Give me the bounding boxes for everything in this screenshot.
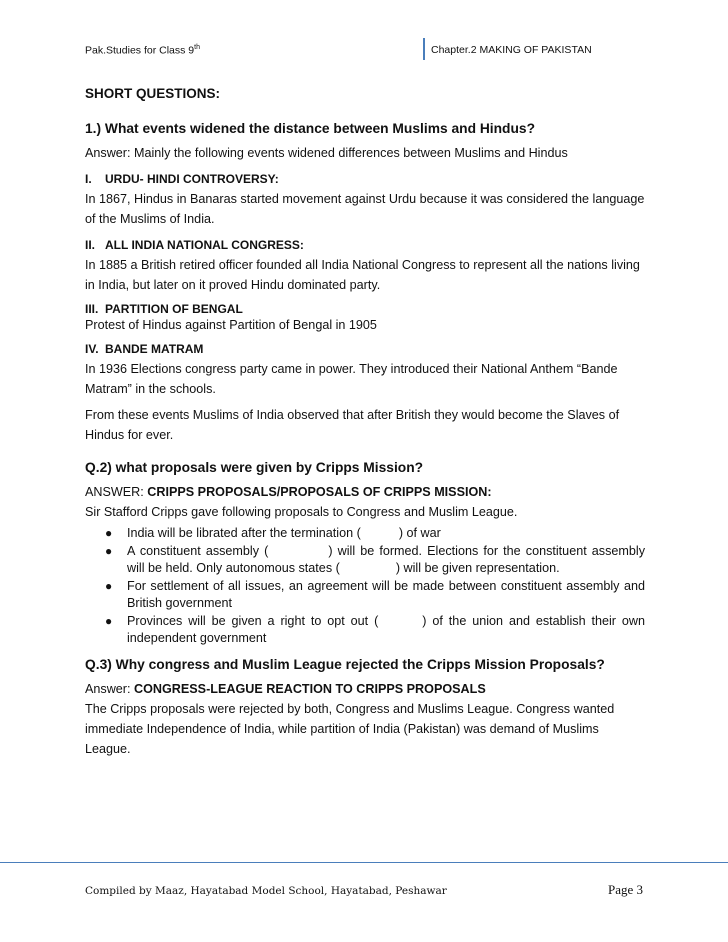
footer-divider: [0, 862, 728, 863]
bullet-icon: ●: [105, 613, 113, 628]
event-heading-1: I. URDU- HINDI CONTROVERSY:: [85, 172, 279, 186]
event-text-4: In 1936 Elections congress party came in power. They introduced their National Anthem “Bande Matram” in the schools.: [85, 362, 618, 396]
page-number: Page 3: [607, 882, 643, 897]
list-item: ● A constituent assembly ( ) will be formed. Elections for the constituent assembly will be held. Only autonomous states ( ) will be given representation.: [105, 543, 645, 575]
answer-2-intro: Sir Stafford Cripps gave following proposals to Congress and Muslim League.: [85, 505, 518, 519]
question-3: Q.3) Why congress and Muslim League rejected the Cripps Mission Proposals?: [85, 656, 605, 672]
header-course: Pak.Studies for Class 9th: [85, 44, 200, 57]
list-item: ● India will be librated after the termination ( ) of war: [85, 525, 645, 543]
answer-1-conclusion: From these events Muslims of India observed that after British they would become the Slaves of Hindus for ever.: [85, 408, 620, 442]
event-heading-4: IV. BANDE MATRAM: [85, 342, 204, 356]
answer-3-heading: Answer: CONGRESS-LEAGUE REACTION TO CRIPPS PROPOSALS: [85, 681, 486, 696]
bullet-icon: ●: [105, 578, 113, 593]
question-2: Q.2) what proposals were given by Cripps Mission?: [85, 460, 424, 475]
footer-credit: Compiled by Maaz, Hayatabad Model School, Hayatabad, Peshawar: [85, 885, 447, 897]
event-text-2: In 1885 a British retired officer founded all India National Congress to represent all the nations living in India, but later on it proved Hindu dominated party.: [85, 258, 640, 292]
answer-2-heading: ANSWER: CRIPPS PROPOSALS/PROPOSALS OF CRIPPS MISSION:: [85, 485, 492, 499]
answer-1-intro: Answer: Mainly the following events widened differences between Muslims and Hindus: [85, 146, 568, 160]
event-text-1: In 1867, Hindus in Banaras started movement against Urdu because it was considered the language of the Muslims of India.: [85, 192, 645, 226]
page-content: [85, 84, 645, 759]
event-heading-2: II. ALL INDIA NATIONAL CONGRESS:: [85, 238, 304, 252]
header-divider: [423, 38, 425, 60]
section-title: SHORT QUESTIONS:: [85, 86, 221, 101]
header-chapter: Chapter.2 MAKING OF PAKISTAN: [431, 44, 592, 56]
cripps-proposals-list: [85, 525, 645, 648]
event-text-3: Protest of Hindus against Partition of Bengal in 1905: [85, 318, 377, 332]
question-1: 1.) What events widened the distance between Muslims and Hindus?: [85, 121, 536, 136]
bullet-icon: ●: [105, 526, 113, 540]
list-item: ● Provinces will be given a right to opt out ( ) of the union and establish their own independent government: [105, 613, 645, 645]
list-item: ● For settlement of all issues, an agreement will be made between constituent assembly and British government: [105, 578, 645, 610]
answer-3-text: The Cripps proposals were rejected by both, Congress and Muslims League. Congress wanted immediate Independence of India, while partition of India (Pakistan) was demand of Muslims League.: [85, 701, 615, 756]
bullet-icon: ●: [105, 543, 113, 558]
event-heading-3: III. PARTITION OF BENGAL: [85, 302, 243, 316]
